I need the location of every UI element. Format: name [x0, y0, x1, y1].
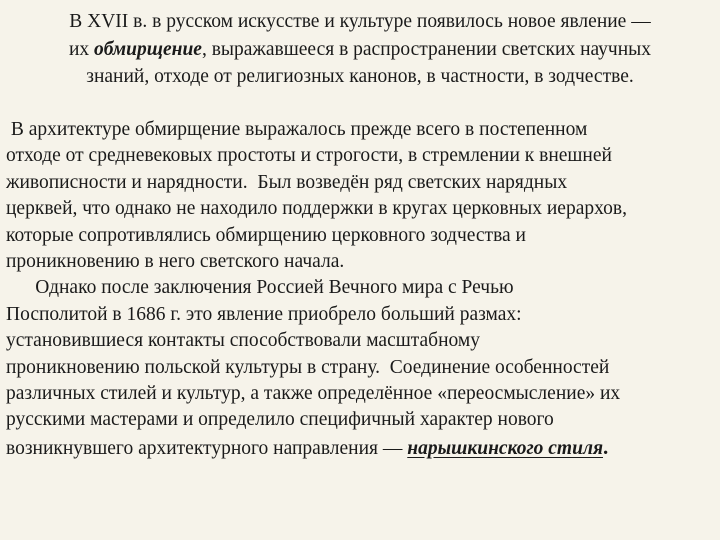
body-line-2: отходе от средневековых простоты и строгости, в стремлении к внешней [6, 145, 612, 167]
term-obmirshchenie: обмирщение [94, 38, 202, 60]
intro-line-2-pre: их [68, 38, 95, 60]
body-line-3: живописности и нарядности. Был возведён ряд светских нарядных [6, 171, 568, 193]
intro-line-3: знаний, отходе от религиозных канонов, в частности, в зодчестве. [86, 66, 634, 87]
intro-line-2-post: , выражавшееся в распространении светских научных [201, 38, 652, 60]
body-line-13-pre: возникнувшего архитектурного направления — [6, 437, 408, 459]
body-line-12: русскими мастерами и определило специфичный характер нового [6, 409, 554, 431]
final-period: . [603, 434, 609, 459]
body-line-7: Однако после заключения Россией Вечного мира с Речью [6, 277, 514, 299]
body-line-1: В архитектуре обмирщение выражалось прежде всего в постепенном [6, 119, 588, 140]
intro-line-2 [0, 36, 720, 64]
body-line-6: проникновению в него светского начала. [6, 251, 345, 273]
intro-paragraph [0, 8, 720, 91]
body-line-13 [6, 434, 716, 462]
body-line-8: Посполитой в 1686 г. это явление приобрело больший размах: [6, 303, 522, 325]
body-line-10: проникновению польской культуры в страну. Соединение особенностей [6, 356, 610, 378]
body-line-9: установившиеся контакты способствовали масштабному [6, 330, 480, 352]
intro-line-1: В XVII в. в русском искусстве и культуре появилось новое явление — [69, 11, 651, 32]
body-line-4: церквей, что однако не находило поддержки в кругах церковных иерархов, [6, 198, 627, 220]
body-paragraphs [6, 117, 716, 462]
term-naryshkin-style: нарышкинского стиля [407, 437, 603, 459]
body-line-11: различных стилей и культур, а также определённое «переосмысление» их [6, 383, 621, 405]
body-line-5: которые сопротивлялись обмирщению церковного зодчества и [6, 224, 526, 246]
